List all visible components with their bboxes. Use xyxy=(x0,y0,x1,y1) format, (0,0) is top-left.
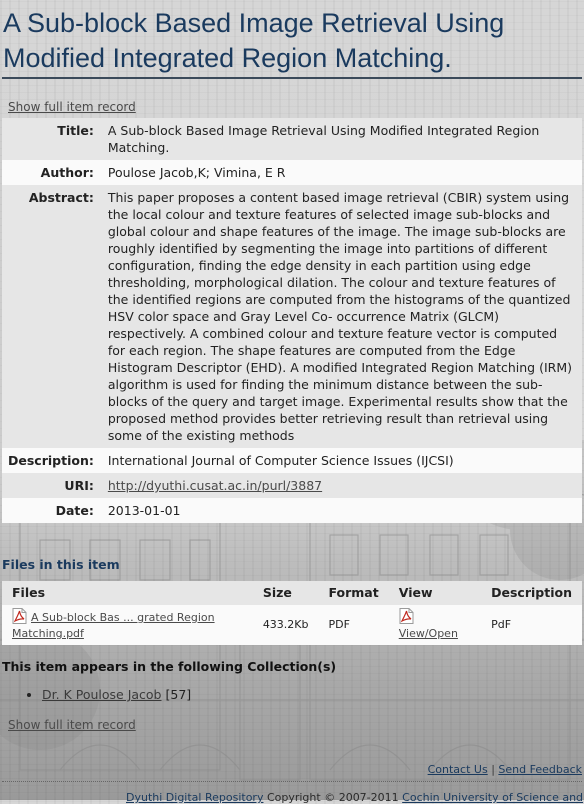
file-format: PDF xyxy=(319,605,389,645)
collections-heading: This item appears in the following Collection(s) xyxy=(2,659,337,674)
title-value: A Sub-block Based Image Retrieval Using Modified Integrated Region Matching. xyxy=(102,118,582,160)
metadata-row-uri xyxy=(2,473,582,498)
author-label: Author: xyxy=(2,160,102,185)
files-section-heading: Files in this item xyxy=(2,557,120,572)
metadata-row-date xyxy=(2,498,582,523)
footer-divider xyxy=(2,781,582,782)
file-size: 433.2Kb xyxy=(253,605,319,645)
page-title: A Sub-block Based Image Retrieval Using Modified Integrated Region Matching. xyxy=(3,8,505,73)
show-full-record-link[interactable]: Show full item record xyxy=(8,100,136,114)
files-table xyxy=(2,581,582,645)
copyright-text: Copyright © 2007-2011 xyxy=(263,791,403,804)
description-value: International Journal of Computer Science Issues (IJCSI) xyxy=(102,448,582,473)
files-table-header xyxy=(2,581,582,605)
show-full-record-bottom xyxy=(0,718,584,732)
table-row xyxy=(2,605,582,645)
files-header-size: Size xyxy=(253,581,319,605)
metadata-row-author xyxy=(2,160,582,185)
metadata-row-description xyxy=(2,448,582,473)
uri-value xyxy=(102,473,582,498)
collections-list xyxy=(0,687,584,703)
send-feedback-link[interactable]: Send Feedback xyxy=(498,763,582,776)
author-value: Poulose Jacob,K; Vimina, E R xyxy=(102,160,582,185)
university-link[interactable]: Cochin University of Science and xyxy=(402,791,584,804)
uri-label: URI: xyxy=(2,473,102,498)
metadata-row-abstract xyxy=(2,185,582,448)
repository-link[interactable]: Dyuthi Digital Repository xyxy=(126,791,264,804)
footer-separator: | xyxy=(491,763,495,776)
show-full-record-top xyxy=(0,100,584,114)
metadata-row-title xyxy=(2,118,582,160)
date-label: Date: xyxy=(2,498,102,523)
footer-copyright xyxy=(126,791,583,804)
files-header-view: View xyxy=(389,581,481,605)
abstract-value: This paper proposes a content based image retrieval (CBIR) system using the local colour and texture features of selected image sub-blocks and global colour and shape features of the image. The image sub-blocks are roughly identified by segmenting the image into partitions of different configuration, finding the edge density in each partition using edge thresholding, morphological dilation. The colour and texture features of the identified regions are computed from the histograms of the quantized HSV color space and Gray Level Co- occurrence Matrix (GLCM) respectively. A combined colour and texture feature vector is computed for each region. The shape features are computed from the Edge Histogram Descriptor (EHD). A modified Integrated Region Matching (IRM) algorithm is used for finding the minimum distance between the sub-blocks of the query and target image. Experimental results show that the proposed method provides better retrieving result than retrieval using some of the existing methods xyxy=(102,185,582,448)
footer-links xyxy=(428,763,582,776)
pdf-icon xyxy=(399,608,414,624)
date-value: 2013-01-01 xyxy=(102,498,582,523)
view-open-link[interactable]: View/Open xyxy=(398,627,458,640)
show-full-record-link-bottom[interactable]: Show full item record xyxy=(8,718,136,732)
abstract-label: Abstract: xyxy=(2,185,102,448)
title-divider xyxy=(2,77,582,79)
title-label: Title: xyxy=(2,118,102,160)
list-item xyxy=(42,687,584,703)
collection-link[interactable]: Dr. K Poulose Jacob xyxy=(42,687,162,702)
collection-count: [57] xyxy=(165,687,192,702)
files-header-files: Files xyxy=(2,581,253,605)
pdf-icon xyxy=(12,608,27,624)
metadata-table xyxy=(2,118,582,523)
contact-us-link[interactable]: Contact Us xyxy=(427,763,488,776)
file-name-cell xyxy=(2,605,253,645)
file-description: PdF xyxy=(481,605,582,645)
file-view-cell xyxy=(389,605,481,645)
file-name-link[interactable]: A Sub-block Bas ... grated Region Matching.pdf xyxy=(12,611,215,640)
files-header-format: Format xyxy=(319,581,389,605)
files-header-description: Description xyxy=(481,581,582,605)
uri-link[interactable]: http://dyuthi.cusat.ac.in/purl/3887 xyxy=(107,478,323,493)
description-label: Description: xyxy=(2,448,102,473)
